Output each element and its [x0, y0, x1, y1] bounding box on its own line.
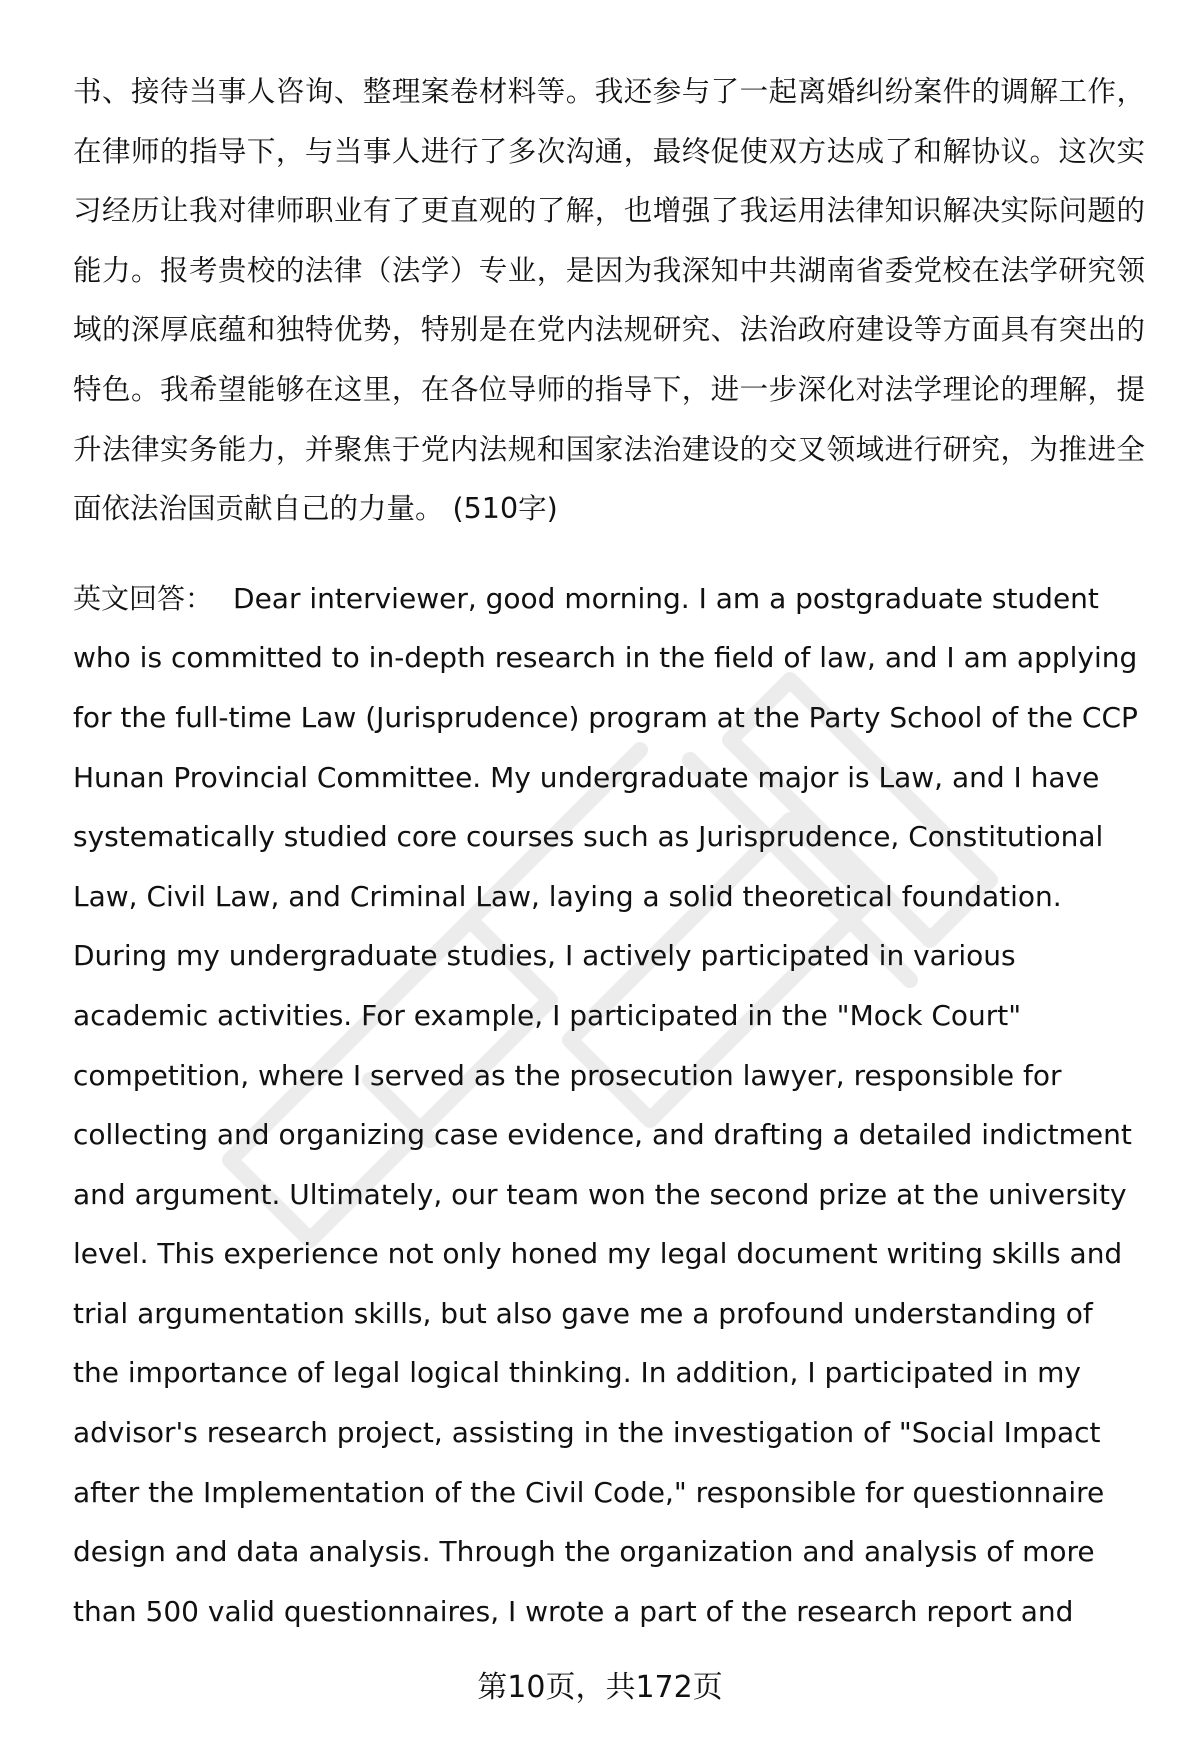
english-answer-text: Dear interviewer, good morning. I am a postgraduate student who is committed to in-depth research in the field of law, and I am applying for the full-time Law (Jurisprudence) program at the Party School of the CCP Hunan Provincial Committee. My undergraduate major is Law, and I have systematically studied core courses such as Jurisprudence, Constitutional Law, Civil Law, and Criminal Law, laying a solid theoretical foundation. During my undergraduate studies, I actively participated in various academic activities. For example, I participated in the "Mock Court" competition, where I served as the prosecution lawyer, responsible for collecting and organizing case evidence, and drafting a detailed indictment and argument. Ultimately, our team won the second prize at the university level. This experience not only honed my legal document writing skills and trial argumentation skills, but also gave me a profound understanding of the importance of legal logical thinking. In addition, I participated in my advisor's research project, assisting in the investigation of "Social Impact after the Implementation of the Civil Code," responsible for questionnaire design and data analysis. Through the organization and analysis of more than 500 valid questionnaires, I wrote a part of the research report and	[73, 581, 1138, 1628]
english-answer-label: 英文回答：	[73, 581, 214, 615]
chinese-answer-paragraph: 书、接待当事人咨询、整理案卷材料等。我还参与了一起离婚纠纷案件的调解工作，在律师的指导下，与当事人进行了多次沟通，最终促使双方达成了和解协议。这次实习经历让我对律师职业有了更直观的了解，也增强了我运用法律知识解决实际问题的能力。报考贵校的法律（法学）专业，是因为我深知中共湖南省委党校在法学研究领域的深厚底蕴和独特优势，特别是在党内法规研究、法治政府建设等方面具有突出的特色。我希望能够在这里，在各位导师的指导下，进一步深化对法学理论的理解，提升法律实务能力，并聚焦于党内法规和国家法治建设的交叉领域进行研究，为推进全面依法治国贡献自己的力量。 (510字)	[73, 75, 1145, 526]
page-number-footer: 第10页，共172页	[477, 1670, 723, 1705]
document-body	[73, 62, 1145, 1641]
english-answer-paragraph	[73, 569, 1145, 1642]
